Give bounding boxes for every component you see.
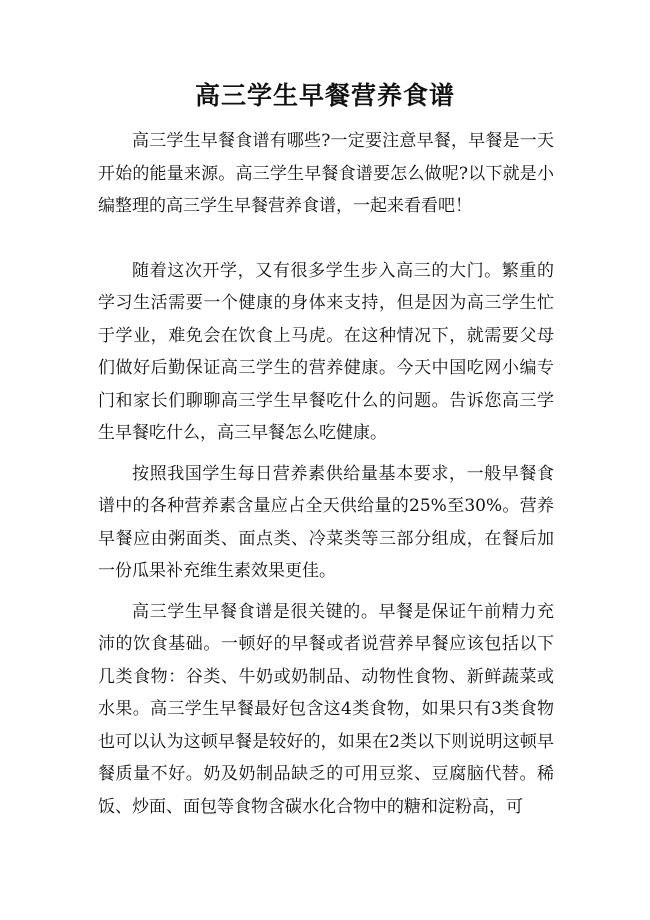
- paragraph-spacer: [98, 450, 554, 458]
- nutrition-standard-paragraph: 按照我国学生每日营养素供给量基本要求，一般早餐食谱中的各种营养素含量应占全天供给量的25%至30%。营养早餐应由粥面类、面点类、冷菜类等三部分组成，在餐后加一份瓜果补充维生素效果更佳。: [98, 463, 554, 581]
- paragraph-spacer: [98, 223, 554, 255]
- breakfast-guidance-paragraph: 高三学生早餐食谱是很关键的。早餐是保证午前精力充沛的饮食基础。一顿好的早餐或者说营养早餐应该包括以下几类食物：谷类、牛奶或奶制品、动物性食物、新鲜蔬菜或水果。高三学生早餐最好包含这4类食物，如果只有3类食物也可以认为这顿早餐是较好的，如果在2类以下则说明这顿早餐质量不好。奶及奶制品缺乏的可用豆浆、豆腐脑代替。稀饭、炒面、面包等食物含碳水化合物中的糖和淀粉高，可: [98, 601, 554, 817]
- document-title: 高三学生早餐营养食谱: [194, 81, 455, 110]
- paragraph-spacer: [98, 588, 554, 596]
- document-body: [98, 125, 554, 823]
- intro-paragraph: 高三学生早餐食谱有哪些?一定要注意早餐，早餐是一天开始的能量来源。高三学生早餐食谱要怎么做呢?以下就是小编整理的高三学生早餐营养食谱，一起来看看吧！: [98, 131, 554, 216]
- context-paragraph: 随着这次开学，又有很多学生步入高三的大门。繁重的学习生活需要一个健康的身体来支持，但是因为高三学生忙于学业，难免会在饮食上马虎。在这种情况下，就需要父母们做好后勤保证高三学生的营养健康。今天中国吃网小编专门和家长们聊聊高三学生早餐吃什么的问题。告诉您高三学生早餐吃什么，高三早餐怎么吃健康。: [98, 260, 554, 443]
